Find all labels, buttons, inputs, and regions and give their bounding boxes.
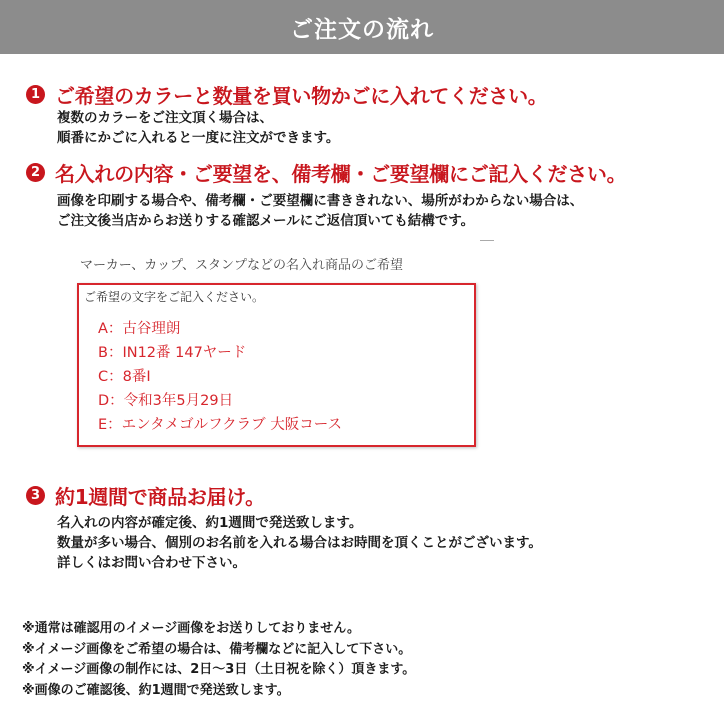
form-prompt: ご希望の文字をご記入ください。 [84, 290, 265, 304]
engraving-entry-a: A：古谷理朗 [98, 321, 181, 337]
step-2-body-line: ご注文後当店からお送りする確認メールにご返信頂いても結構です。 [57, 213, 475, 229]
notes [22, 619, 415, 701]
engraving-entry-b: B：IN12番 147ヤード [98, 345, 247, 361]
step-2-body-line: 画像を印刷する場合や、備考欄・ご要望欄に書ききれない、場所がわからない場合は、 [57, 193, 584, 209]
header-bar [0, 0, 724, 54]
page-title: ご注文の流れ [290, 16, 434, 43]
divider [480, 240, 494, 241]
step-1-body-line: 複数のカラーをご注文頂く場合は、 [57, 110, 273, 126]
step-3-body-line: 数量が多い場合、個別のお名前を入れる場合はお時間を頂くことがございます。 [57, 535, 542, 551]
step-3-body-line: 詳しくはお問い合わせ下さい。 [57, 555, 246, 571]
step-1-body-line: 順番にかごに入れると一度に注文ができます。 [57, 130, 340, 146]
step-1-body [57, 108, 339, 148]
step-2-heading: 名入れの内容・ご要望を、備考欄・ご要望欄にご記入ください。 [55, 162, 627, 186]
step-3-number-badge: 3 [26, 486, 45, 505]
step-2-heading-row [26, 158, 626, 187]
step-3-body-line: 名入れの内容が確定後、約1週間で発送致します。 [57, 515, 363, 531]
step-3-heading-row [26, 481, 265, 510]
note-line: ※通常は確認用のイメージ画像をお送りしておりません。 [22, 621, 361, 636]
step-1-heading: ご希望のカラーと数量を買い物かごに入れてください。 [55, 84, 548, 108]
step-1-heading-row [26, 80, 548, 109]
engraving-entry-c: C：8番I [98, 369, 151, 385]
step-3-heading: 約1週間で商品お届け。 [55, 485, 265, 509]
step-2-number-badge: 2 [26, 163, 45, 182]
note-line: ※イメージ画像の制作には、2日〜3日（土日祝を除く）頂きます。 [22, 662, 416, 677]
note-line: ※画像のご確認後、約1週間で発送致します。 [22, 682, 290, 698]
step-3-body [57, 513, 542, 573]
engraving-entry-d: D：令和3年5月29日 [98, 393, 234, 409]
step-1-number-badge: 1 [26, 85, 45, 104]
step-2-body [57, 191, 583, 231]
engraving-text-box [77, 283, 476, 447]
form-field-label: マーカー、カップ、スタンプなどの名入れ商品のご希望 [80, 258, 404, 273]
note-line: ※イメージ画像をご希望の場合は、備考欄などに記入して下さい。 [22, 641, 412, 657]
engraving-entry-e: E：エンタメゴルフクラブ 大阪コース [98, 417, 343, 433]
